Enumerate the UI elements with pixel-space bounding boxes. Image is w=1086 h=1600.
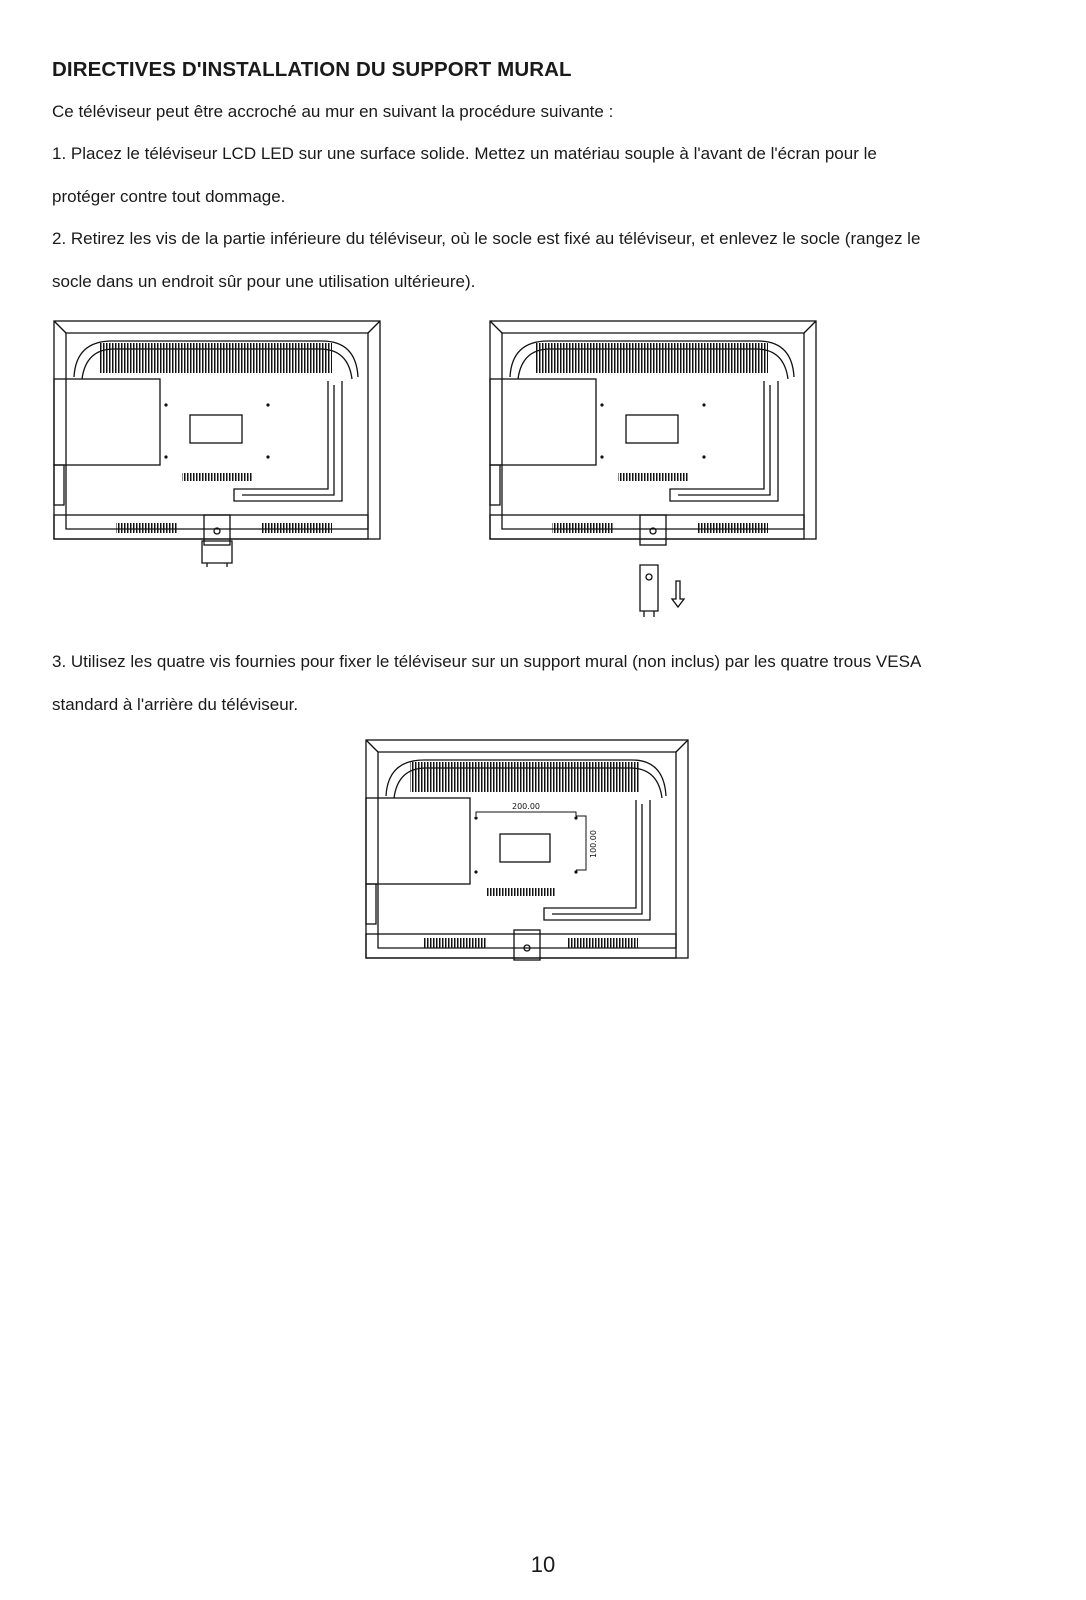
vesa-width-label: 200.00 [512,802,540,811]
step1-line2: protéger contre tout dommage. [52,187,286,206]
step1-line1: 1. Placez le téléviseur LCD LED sur une surface solide. Mettez un matériau souple à l'avant de l'écran pour le [52,144,877,163]
tv-rear-vesa-drawing [364,738,696,970]
page-number: 10 [530,1552,556,1577]
figure-vesa-mount [364,738,696,970]
step2-line1: 2. Retirez les vis de la partie inférieure du téléviseur, où le socle est fixé au téléviseur, et enlevez le socle (rangez le [52,229,921,248]
tv-rear-with-stand-drawing [52,319,384,571]
step3-line2: standard à l'arrière du téléviseur. [52,695,299,714]
intro-text: Ce téléviseur peut être accroché au mur en suivant la procédure suivante : [52,102,614,121]
step2-line2: socle dans un endroit sûr pour une utilisation ultérieure). [52,272,476,291]
page-title: DIRECTIVES D'INSTALLATION DU SUPPORT MURAL [52,58,572,81]
tv-rear-stand-removed-drawing [488,319,820,619]
vesa-height-label: 100.00 [589,830,598,858]
step3-line1: 3. Utilisez les quatre vis fournies pour fixer le téléviseur sur un support mural (non inclus) par les quatre trous VESA [52,652,922,671]
figure-tv-with-stand [52,319,384,571]
figure-tv-stand-removed [488,319,820,619]
